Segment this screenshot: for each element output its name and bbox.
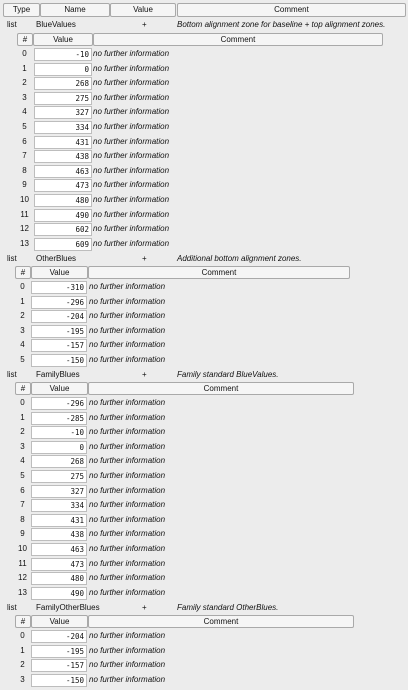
item-value-field[interactable]: 334 — [31, 499, 87, 512]
list-item — [0, 469, 408, 484]
item-index: 1 — [20, 296, 25, 306]
list-item — [0, 76, 408, 91]
list-item — [0, 91, 408, 106]
item-comment: no further information — [93, 238, 170, 248]
item-comment: no further information — [93, 209, 170, 219]
entry-type: list — [7, 603, 17, 612]
entry-type: list — [7, 370, 17, 379]
entry-expand-toggle[interactable]: + — [142, 370, 147, 379]
list-item — [0, 135, 408, 150]
subcolumn-header-value[interactable]: Value — [31, 266, 88, 279]
item-value-field[interactable]: -10 — [31, 426, 87, 439]
list-item — [0, 571, 408, 586]
item-comment: no further information — [89, 573, 166, 583]
entry-comment: Bottom alignment zone for baseline + top alignment zones. — [177, 20, 386, 29]
item-index: 12 — [20, 224, 29, 234]
item-value-field[interactable]: 609 — [34, 238, 92, 251]
subcolumn-header-comment[interactable]: Comment — [88, 266, 350, 279]
list-item — [0, 396, 408, 411]
subcolumn-header-comment[interactable]: Comment — [88, 382, 354, 395]
item-comment: no further information — [89, 398, 166, 407]
item-index: 12 — [18, 573, 27, 583]
list-item — [0, 673, 408, 688]
item-index: 4 — [22, 107, 27, 117]
list-item — [0, 193, 408, 208]
item-value-field[interactable]: 463 — [31, 543, 87, 556]
subcolumn-header-index[interactable]: # — [15, 615, 31, 628]
item-comment: no further information — [93, 224, 170, 234]
item-value-field[interactable]: 602 — [34, 223, 92, 236]
item-value-field[interactable]: 268 — [34, 77, 92, 90]
item-value-field[interactable]: 438 — [31, 528, 87, 541]
list-item — [0, 629, 408, 644]
column-header-type[interactable]: Type — [3, 3, 40, 17]
item-comment: no further information — [93, 122, 170, 131]
item-comment: no further information — [89, 471, 166, 480]
subcolumn-header-value[interactable]: Value — [33, 33, 93, 46]
list-item — [0, 149, 408, 164]
list-item — [0, 527, 408, 542]
item-comment: no further information — [89, 296, 166, 306]
list-item — [0, 484, 408, 499]
subcolumn-header-index[interactable]: # — [17, 33, 33, 46]
item-comment: no further information — [89, 645, 166, 655]
list-item — [0, 454, 408, 469]
item-index: 5 — [22, 122, 27, 131]
item-index: 0 — [20, 282, 25, 291]
item-value-field[interactable]: 463 — [34, 165, 92, 178]
item-index: 13 — [18, 587, 27, 597]
item-comment: no further information — [89, 325, 166, 335]
entry-name: BlueValues — [36, 20, 76, 29]
item-comment: no further information — [89, 311, 166, 321]
item-value-field[interactable]: 327 — [31, 485, 87, 498]
list-item — [0, 498, 408, 513]
subcolumn-header-index[interactable]: # — [15, 266, 31, 279]
item-comment: no further information — [93, 49, 170, 58]
item-comment: no further information — [93, 107, 170, 117]
entry-comment: Additional bottom alignment zones. — [177, 254, 302, 263]
list-item — [0, 557, 408, 572]
item-value-field[interactable]: -195 — [31, 325, 87, 338]
item-value-field[interactable]: 0 — [34, 63, 92, 76]
item-index: 8 — [22, 165, 27, 175]
item-index: 0 — [20, 631, 25, 640]
item-comment: no further information — [89, 514, 166, 524]
item-value-field[interactable]: 275 — [34, 92, 92, 105]
item-comment: no further information — [93, 151, 170, 161]
item-index: 6 — [20, 485, 25, 495]
subcolumn-header-value[interactable]: Value — [31, 615, 88, 628]
entry-expand-toggle[interactable]: + — [142, 603, 147, 612]
item-index: 1 — [22, 63, 27, 73]
item-comment: no further information — [93, 180, 170, 190]
item-index: 3 — [20, 674, 25, 684]
item-value-field[interactable]: 490 — [31, 587, 87, 600]
item-value-field[interactable]: -157 — [31, 339, 87, 352]
item-comment: no further information — [89, 355, 166, 364]
column-header-value[interactable]: Value — [110, 3, 176, 17]
list-item — [0, 658, 408, 673]
item-comment: no further information — [89, 485, 166, 495]
item-value-field[interactable]: -285 — [31, 412, 87, 425]
list-item — [0, 178, 408, 193]
item-index: 3 — [20, 325, 25, 335]
entry-expand-toggle[interactable]: + — [142, 20, 147, 29]
item-comment: no further information — [89, 529, 166, 539]
list-item — [0, 47, 408, 62]
item-index: 3 — [20, 441, 25, 451]
item-value-field[interactable]: 480 — [31, 572, 87, 585]
item-value-field[interactable]: -157 — [31, 659, 87, 672]
item-value-field[interactable]: 431 — [34, 136, 92, 149]
item-value-field[interactable]: 490 — [34, 209, 92, 222]
entry-comment: Family standard BlueValues. — [177, 370, 279, 379]
item-value-field[interactable]: 334 — [34, 121, 92, 134]
item-index: 9 — [22, 180, 27, 190]
item-value-field[interactable]: -296 — [31, 296, 87, 309]
list-item — [0, 309, 408, 324]
item-value-field[interactable]: 0 — [31, 441, 87, 454]
column-header-name[interactable]: Name — [40, 3, 110, 17]
item-value-field[interactable]: -204 — [31, 310, 87, 323]
entry-type: list — [7, 20, 17, 29]
item-comment: no further information — [93, 78, 170, 88]
list-item — [0, 164, 408, 179]
list-item — [0, 542, 408, 557]
list-entry-row[interactable] — [0, 18, 408, 32]
item-value-field[interactable]: 438 — [34, 150, 92, 163]
list-item — [0, 425, 408, 440]
list-item — [0, 280, 408, 295]
list-entry-row[interactable] — [0, 252, 408, 266]
list-item — [0, 586, 408, 601]
item-comment: no further information — [89, 340, 166, 350]
list-item — [0, 222, 408, 237]
entry-expand-toggle[interactable]: + — [142, 254, 147, 263]
item-comment: no further information — [89, 631, 166, 640]
item-comment: no further information — [93, 195, 170, 204]
item-index: 13 — [20, 238, 29, 248]
entry-name: FamilyBlues — [36, 370, 80, 379]
item-index: 5 — [20, 355, 25, 364]
item-comment: no further information — [93, 92, 170, 102]
list-item — [0, 440, 408, 455]
item-index: 11 — [20, 209, 29, 219]
item-comment: no further information — [89, 412, 166, 422]
item-index: 6 — [22, 136, 27, 146]
list-entry-row[interactable] — [0, 368, 408, 382]
item-value-field[interactable]: 473 — [31, 558, 87, 571]
entry-name: FamilyOtherBlues — [36, 603, 100, 612]
item-comment: no further information — [93, 165, 170, 175]
item-value-field[interactable]: 275 — [31, 470, 87, 483]
item-index: 4 — [20, 340, 25, 350]
entry-comment: Family standard OtherBlues. — [177, 603, 279, 612]
list-item — [0, 338, 408, 353]
item-value-field[interactable]: -296 — [31, 397, 87, 410]
item-index: 10 — [20, 195, 29, 204]
subcolumn-header-index[interactable]: # — [15, 382, 31, 395]
list-item — [0, 120, 408, 135]
item-value-field[interactable]: -195 — [31, 645, 87, 658]
item-index: 7 — [20, 500, 25, 510]
item-value-field[interactable]: 473 — [34, 179, 92, 192]
item-comment: no further information — [89, 674, 166, 684]
item-index: 10 — [18, 544, 27, 553]
list-entry-row[interactable] — [0, 601, 408, 615]
item-value-field[interactable]: 268 — [31, 455, 87, 468]
item-index: 1 — [20, 645, 25, 655]
subcolumn-header-comment[interactable]: Comment — [93, 33, 383, 46]
list-item — [0, 105, 408, 120]
subcolumn-header-comment[interactable]: Comment — [88, 615, 354, 628]
item-index: 2 — [20, 660, 25, 670]
item-index: 8 — [20, 514, 25, 524]
item-comment: no further information — [89, 456, 166, 466]
item-comment: no further information — [89, 587, 166, 597]
item-comment: no further information — [89, 660, 166, 670]
item-value-field[interactable]: 431 — [31, 514, 87, 527]
list-item — [0, 237, 408, 252]
item-index: 11 — [18, 558, 27, 568]
list-item — [0, 513, 408, 528]
item-index: 4 — [20, 456, 25, 466]
list-item — [0, 411, 408, 426]
list-item — [0, 324, 408, 339]
item-value-field[interactable]: -150 — [31, 354, 87, 367]
entry-name: OtherBlues — [36, 254, 77, 263]
item-value-field[interactable]: 480 — [34, 194, 92, 207]
item-value-field[interactable]: 327 — [34, 106, 92, 119]
item-index: 7 — [22, 151, 27, 161]
item-index: 0 — [22, 49, 27, 58]
item-comment: no further information — [89, 558, 166, 568]
list-item — [0, 353, 408, 368]
item-index: 1 — [20, 412, 25, 422]
subcolumn-header-value[interactable]: Value — [31, 382, 88, 395]
item-index: 0 — [20, 398, 25, 407]
item-value-field[interactable]: -310 — [31, 281, 87, 294]
item-comment: no further information — [89, 427, 166, 437]
item-index: 5 — [20, 471, 25, 480]
item-value-field[interactable]: -10 — [34, 48, 92, 61]
item-value-field[interactable]: -150 — [31, 674, 87, 687]
item-index: 2 — [20, 311, 25, 321]
item-index: 2 — [22, 78, 27, 88]
column-header-comment[interactable]: Comment — [177, 3, 406, 17]
list-item — [0, 644, 408, 659]
item-index: 9 — [20, 529, 25, 539]
item-comment: no further information — [89, 441, 166, 451]
entry-type: list — [7, 254, 17, 263]
list-item — [0, 295, 408, 310]
item-index: 2 — [20, 427, 25, 437]
list-item — [0, 62, 408, 77]
item-comment: no further information — [89, 544, 166, 553]
item-comment: no further information — [89, 282, 166, 291]
item-value-field[interactable]: -204 — [31, 630, 87, 643]
list-item — [0, 208, 408, 223]
item-index: 3 — [22, 92, 27, 102]
item-comment: no further information — [93, 136, 170, 146]
item-comment: no further information — [89, 500, 166, 510]
item-comment: no further information — [93, 63, 170, 73]
